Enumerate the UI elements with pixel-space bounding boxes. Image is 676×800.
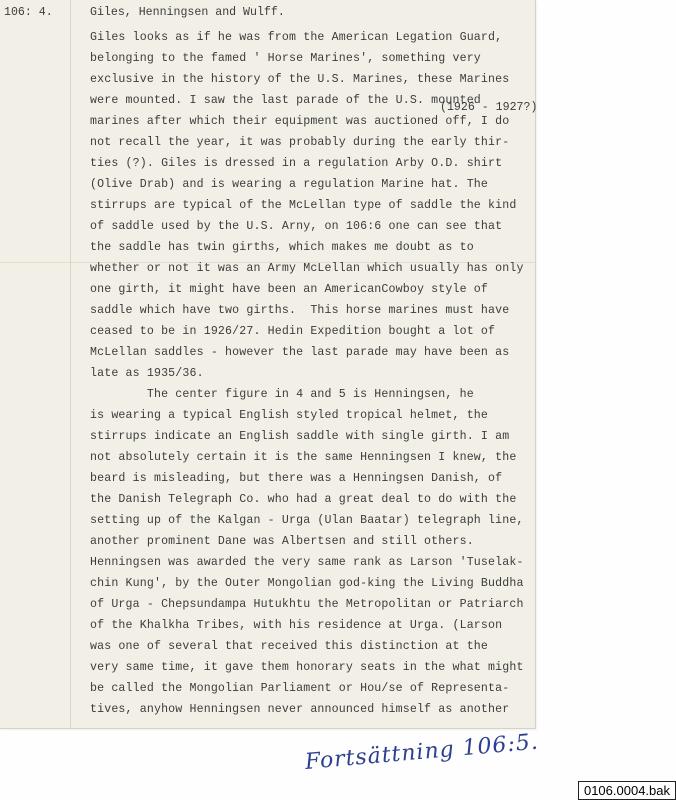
text-line: setting up of the Kalgan - Urga (Ulan Baatar) telegraph line, [90, 514, 524, 527]
text-line: ties (?). Giles is dressed in a regulation Arby O.D. shirt [90, 157, 503, 170]
text-line: of saddle used by the U.S. Arny, on 106:6 one can see that [90, 220, 503, 233]
text-line: of Urga - Chepsundampa Hutukhtu the Metropolitan or Patriarch [90, 598, 524, 611]
text-line: not absolutely certain it is the same Henningsen I knew, the [90, 451, 517, 464]
text-line: the Danish Telegraph Co. who had a great deal to do with the [90, 493, 517, 506]
text-line: very same time, it gave them honorary seats in the what might [90, 661, 524, 674]
text-line: marines after which their equipment was auctioned off, I do [90, 115, 510, 128]
text-line: stirrups indicate an English saddle with single girth. I am [90, 430, 510, 443]
text-line: another prominent Dane was Albertsen and still others. [90, 535, 474, 548]
text-line: is wearing a typical English styled tropical helmet, the [90, 409, 489, 422]
text-line: belonging to the famed ' Horse Marines', something very [90, 52, 481, 65]
text-line: was one of several that received this distinction at the [90, 640, 489, 653]
text-line: tives, anyhow Henningsen never announced himself as another [90, 703, 510, 716]
text-line: were mounted. I saw the last parade of the U.S. mounted [90, 94, 481, 107]
handwritten-note: Fortsättning 106:5. [303, 729, 540, 775]
text-line: chin Kung', by the Outer Mongolian god-king the Living Buddha [90, 577, 524, 590]
text-line: ceased to be in 1926/27. Hedin Expedition bought a lot of [90, 325, 496, 338]
margin-line [70, 0, 71, 728]
text-line: (Olive Drab) and is wearing a regulation Marine hat. The [90, 178, 489, 191]
text-line: not recall the year, it was probably during the early thir- [90, 136, 510, 149]
text-line: one girth, it might have been an AmericanCowboy style of [90, 283, 489, 296]
text-line: Giles looks as if he was from the American Legation Guard, [90, 31, 503, 44]
document-heading: Giles, Henningsen and Wulff. [90, 6, 285, 19]
archive-reference-label: 0106.0004.bak [578, 781, 676, 800]
text-line: The center figure in 4 and 5 is Henningsen, he [90, 388, 474, 401]
text-line: whether or not it was an Army McLellan which usually has only [90, 262, 524, 275]
text-line: the saddle has twin girths, which makes me doubt as to [90, 241, 474, 254]
text-line: stirrups are typical of the McLellan type of saddle the kind [90, 199, 517, 212]
text-line: saddle which have two girths. This horse marines must have [90, 304, 510, 317]
text-line: Henningsen was awarded the very same rank as Larson 'Tuselak- [90, 556, 524, 569]
text-line: of the Khalkha Tribes, with his residence at Urga. (Larson [90, 619, 503, 632]
typed-insertion: (1926 - 1927?) [440, 101, 538, 114]
text-line: be called the Mongolian Parliament or Hou/se of Representa- [90, 682, 510, 695]
page-reference: 106: 4. [4, 6, 53, 19]
text-line: McLellan saddles - however the last parade may have been as [90, 346, 510, 359]
text-line: beard is misleading, but there was a Henningsen Danish, of [90, 472, 503, 485]
text-line: exclusive in the history of the U.S. Marines, these Marines [90, 73, 510, 86]
text-line: late as 1935/36. [90, 367, 204, 380]
